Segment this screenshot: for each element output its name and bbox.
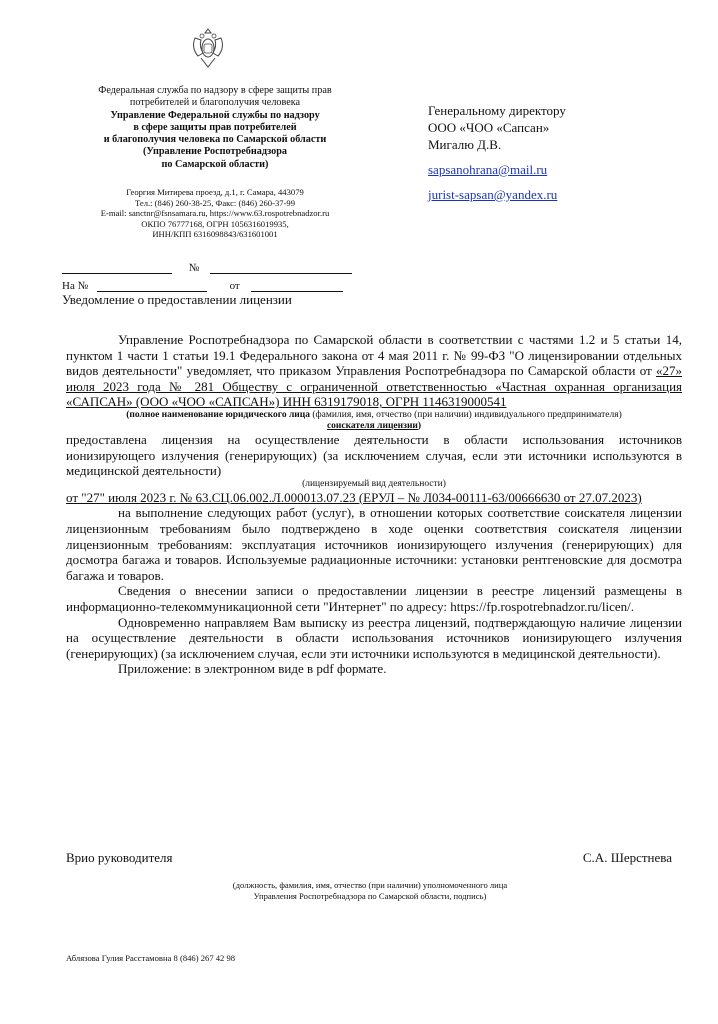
contact-line: Георгия Митирева проезд, д.1, г. Самара, 443079 xyxy=(126,187,304,197)
contact-line: ОКПО 76777168, ОГРН 1056316019935, xyxy=(141,218,289,229)
order-reference: «27» июля 2023 года № 281 Обществу с ограниченной ответственностью «Частная охранная организация «САПСАН» (ООО «ЧОО «САПСАН») ИНН 6319179018, ОГРН 1146319000541 xyxy=(66,363,683,410)
sender-department-line: по Самарской области) xyxy=(161,158,269,170)
recipient-email-link[interactable]: sapsanohrana@mail.ru xyxy=(428,162,548,177)
sender-department-line: в сфере защиты прав потребителей xyxy=(133,121,297,133)
recipient-line: Мигалю Д.В. xyxy=(428,137,502,152)
coat-of-arms-emblem xyxy=(189,26,227,70)
caption-applicant-text: соискателя лицензии xyxy=(326,420,418,431)
incoming-date-label: от xyxy=(229,280,240,292)
document-body xyxy=(66,332,682,677)
document-subject: Уведомление о предоставлении лицензии xyxy=(62,292,292,307)
sender-department-line: и благополучия человека по Самарской области xyxy=(103,134,327,146)
contact-line: Тел.: (846) 260-38-25, Факс: (846) 260-37-99 xyxy=(134,197,296,208)
reg-number-label: № xyxy=(188,262,200,274)
caption-text: (фамилия, имя, отчество (при наличии) индивидуального предпринимателя) xyxy=(309,409,622,420)
sender-department-line: Управление Федеральной службы по надзору xyxy=(110,109,320,121)
sender-contacts xyxy=(70,187,360,240)
body-paragraph: Сведения о внесении записи о предоставлении лицензии в реестре лицензий размещены в информационно-телекоммуникационной сети "Интернет" по адресу: https://fp.rospotrebnadzor.ru/licen/. xyxy=(66,583,682,614)
registration-fields xyxy=(62,262,352,294)
caption-bold: (полное наименование юридического лица xyxy=(126,409,310,420)
caption-activity: (лицензируемый вид деятельности) xyxy=(302,478,446,489)
recipient-block xyxy=(428,102,566,203)
body-paragraph xyxy=(66,332,682,410)
recipient-email-link[interactable]: jurist-sapsan@yandex.ru xyxy=(428,187,558,202)
caption-applicant: соискателя лицензии) xyxy=(326,420,422,431)
license-reference: от "27" июля 2023 г. № 63.СЦ.06.002.Л.000013.07.23 (ЕРУЛ – № Л034-00111-63/00666630 от 27.07.2023) xyxy=(66,489,642,505)
incoming-date-field xyxy=(251,280,343,292)
signature-block xyxy=(66,850,672,866)
executor-contact: Аблязова Гулия Расстамовна 8 (846) 267 42 98 xyxy=(66,953,236,963)
attachment-note: Приложение: в электронном виде в pdf формате. xyxy=(118,661,387,677)
reg-date-field xyxy=(62,262,172,274)
licensed-activity: предоставлена лицензия на осуществление деятельности в области использования источников ионизирующего излучения (генерирующих) (за исключением случая, если эти источники используются в медицинской деятельности) xyxy=(66,431,682,479)
signatory-position: Врио руководителя xyxy=(66,850,173,865)
recipient-line: ООО «ЧОО «Сапсан» xyxy=(428,120,550,135)
signature-caption xyxy=(180,880,560,902)
sender-agency: Федеральная служба по надзору в сфере защиты прав потребителей и благополучия человека xyxy=(98,85,332,109)
signatory-name: С.А. Шерстнева xyxy=(582,850,672,865)
contact-line: E-mail: sanctnr@fsnsamara.ru, https://www.63.rospotrebnadzor.ru xyxy=(100,208,330,219)
body-paragraph: Одновременно направляем Вам выписку из реестра лицензий, подтверждающую наличие лицензии на осуществление деятельности в области использования источников ионизирующего излучения (генерирующих) (за исключением случая, если эти источники используются в медицинской деятельности). xyxy=(66,614,682,661)
sender-department-line: (Управление Роспотребнадзора xyxy=(142,146,288,158)
caption-legal-entity xyxy=(66,410,682,421)
incoming-number-field xyxy=(97,280,207,292)
sender-block xyxy=(80,85,350,171)
contact-line: ИНН/КПП 6316098843/631601001 xyxy=(152,229,278,240)
body-paragraph: на выполнение следующих работ (услуг), в отношении которых соответствие соискателя лицензии лицензионным требованиям было подтверждено в ходе оценки соответствия соискателя лицензии лицензионным требованиям: эксплуатация источников ионизирующего излучения (генерирующих) для досмотра багажа и товаров. Используемые радиационные источники: установки рентгеновские для досмотра багажа и товаров. xyxy=(66,505,682,583)
signature-caption-line: Управления Роспотребнадзора по Самарской области, подпись) xyxy=(253,891,487,901)
body-text: Управление Роспотребнадзора по Самарской области в соответствии с частями 1.2 и 5 статьи 14, пунктом 1 части 1 статьи 19.1 Федерального закона от 4 мая 2011 г. № 99-ФЗ "О лицензировании отдельных видов деятельности" уведомляет, что приказом Управления Роспотребнадзора по Самарской области от xyxy=(66,332,682,379)
reg-number-field xyxy=(210,262,352,274)
signature-caption-line: (должность, фамилия, имя, отчество (при наличии) уполномоченного лица xyxy=(232,880,508,890)
incoming-number-label: На № xyxy=(62,280,89,292)
recipient-line: Генеральному директору xyxy=(428,103,566,118)
